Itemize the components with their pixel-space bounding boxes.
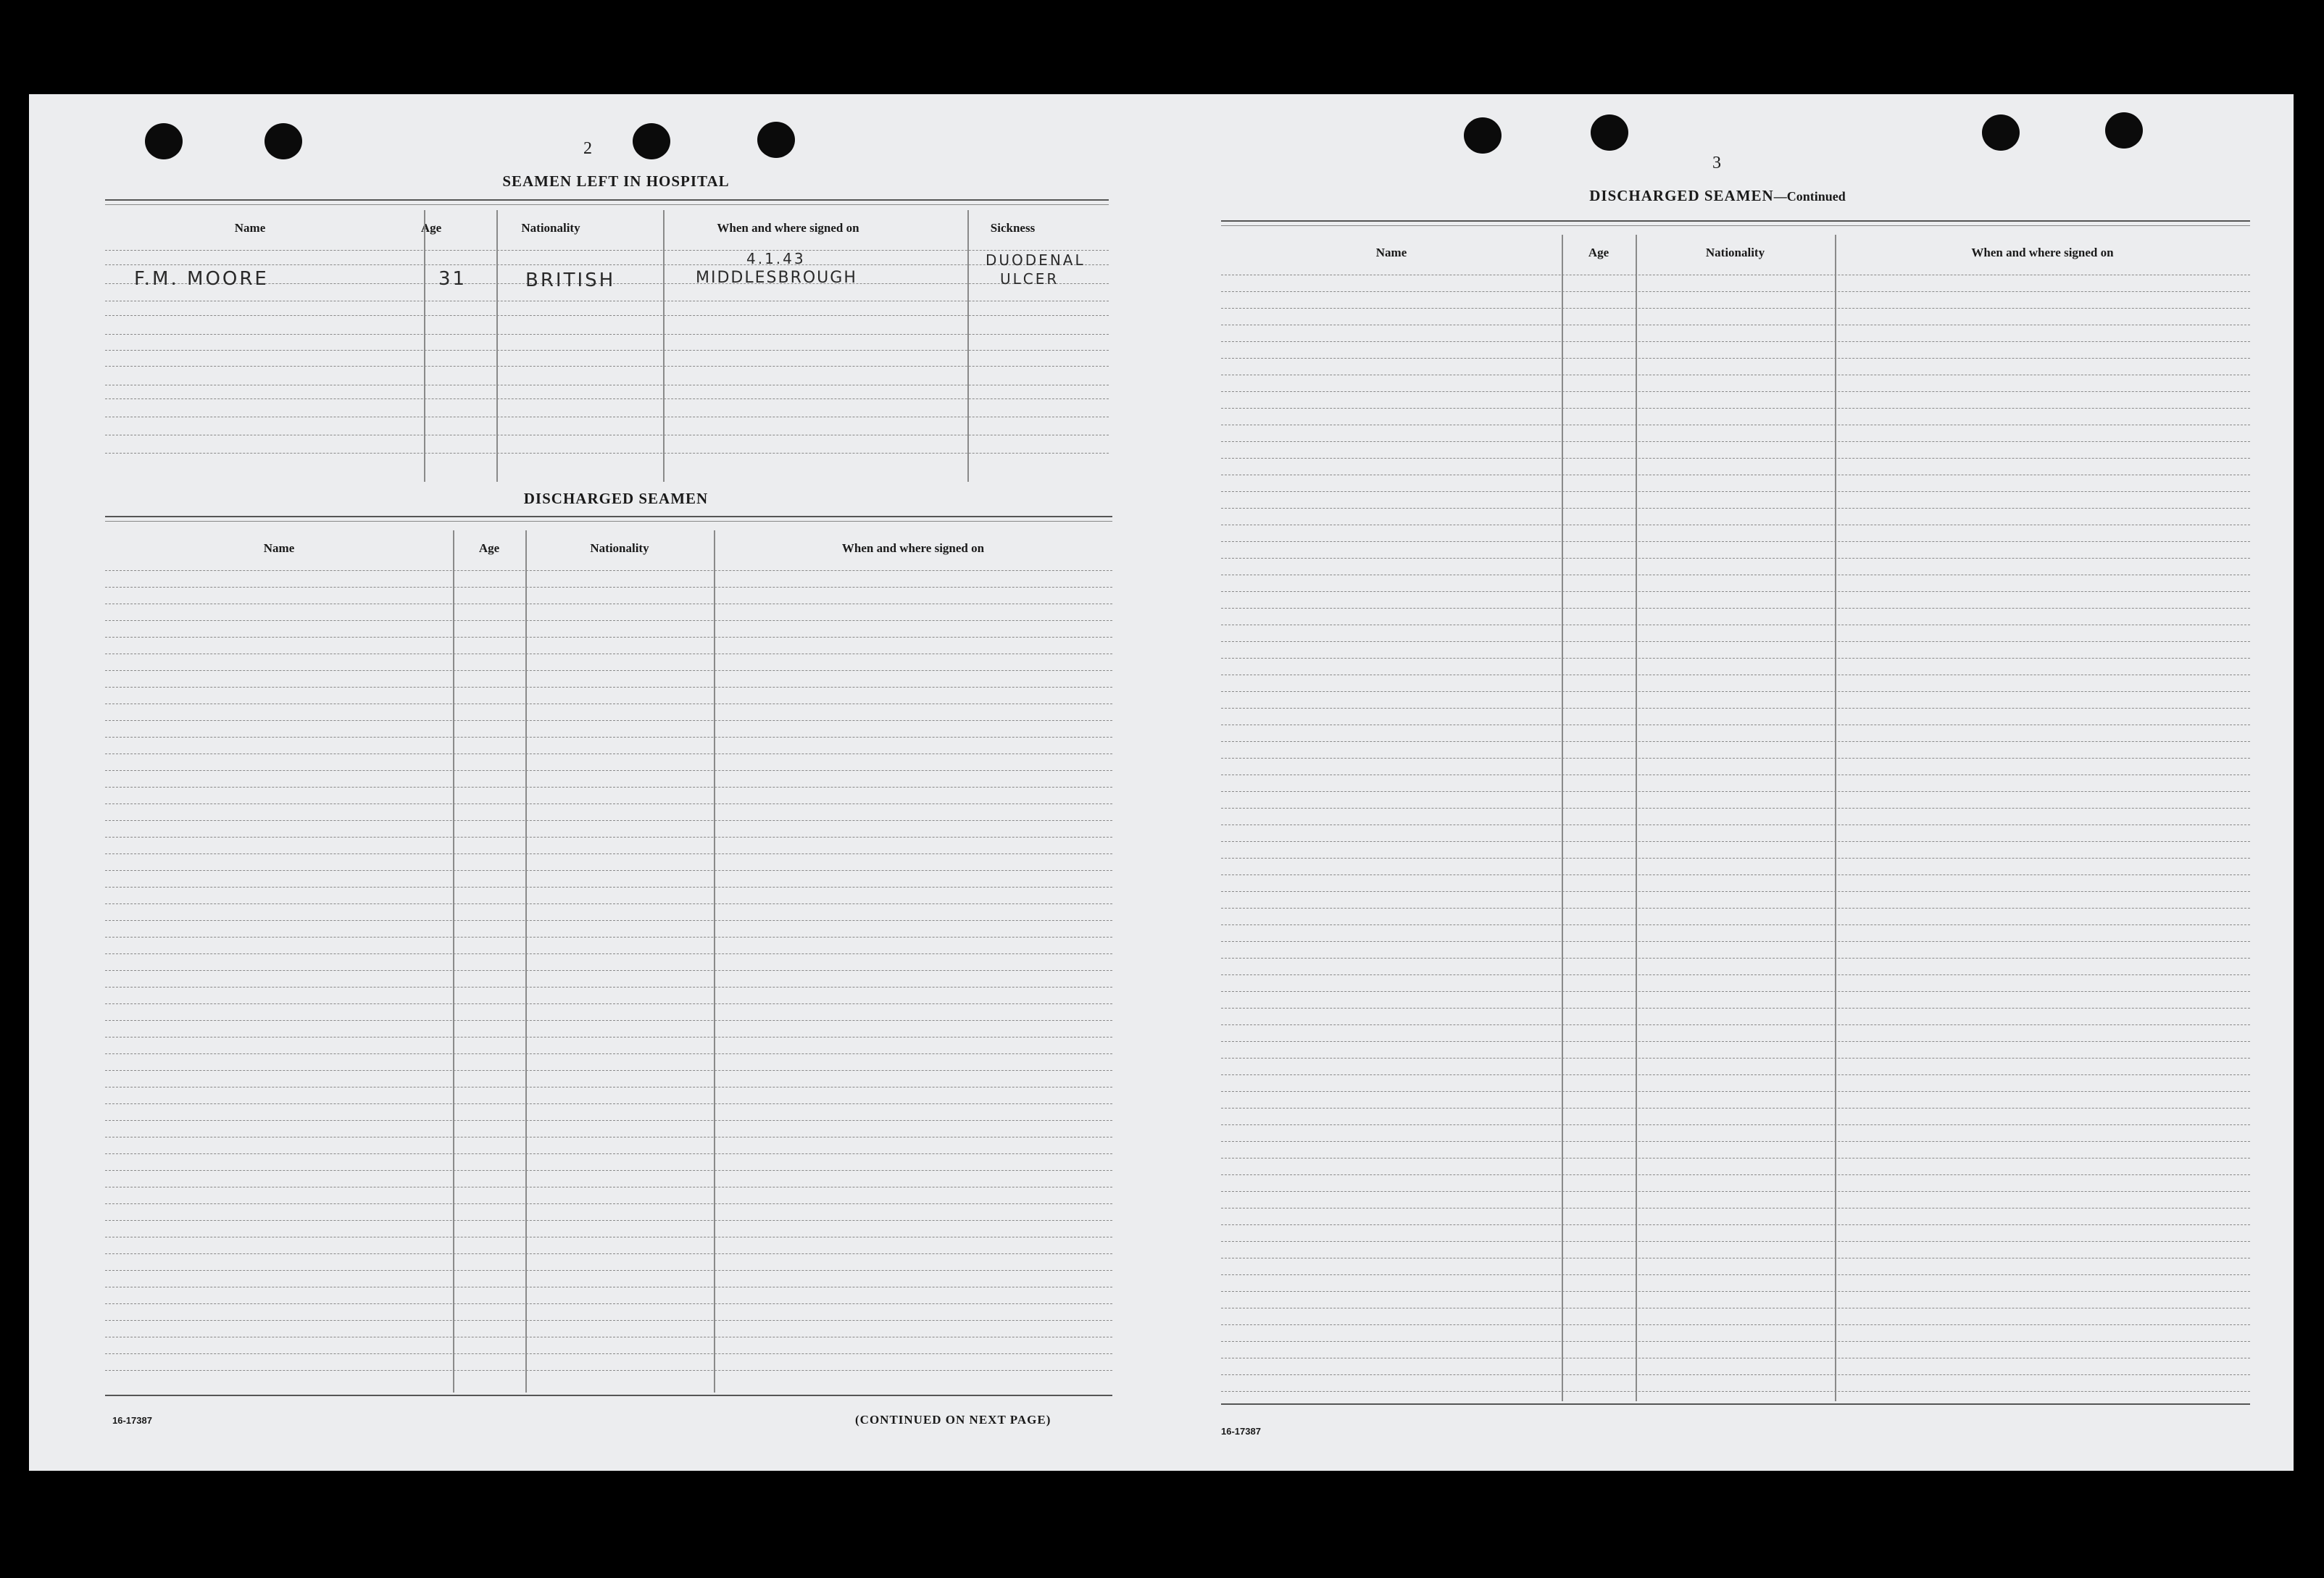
entry-signed-on-place: MIDDLESBROUGH — [696, 269, 857, 287]
table-row — [105, 753, 1112, 754]
table-row — [1221, 974, 2250, 975]
table-top-rule — [105, 516, 1112, 522]
table-row — [1221, 1174, 2250, 1175]
table-row — [105, 366, 1109, 367]
table-row — [1221, 1108, 2250, 1109]
column-divider — [453, 530, 454, 1393]
table-row — [105, 350, 1109, 351]
table-row — [1221, 491, 2250, 492]
table-row — [1221, 924, 2250, 925]
form-number-left: 16-17387 — [112, 1415, 152, 1426]
table-row — [1221, 1224, 2250, 1225]
section-title-suffix: —Continued — [1773, 189, 1846, 204]
table-row — [1221, 558, 2250, 559]
table-row — [105, 787, 1112, 788]
table-row — [105, 250, 1109, 251]
discharged-section-title-left: DISCHARGED SEAMEN — [523, 490, 709, 507]
table-row — [105, 637, 1112, 638]
table-row — [105, 1070, 1112, 1071]
table-row — [1221, 858, 2250, 859]
table-row — [105, 1253, 1112, 1254]
document-sheet — [29, 94, 2294, 1471]
col-header-age: Age — [420, 221, 442, 235]
table-row — [105, 970, 1112, 971]
table-row — [105, 620, 1112, 621]
table-bottom-rule — [1221, 1403, 2250, 1405]
discharged-table-left — [105, 516, 1112, 1407]
column-divider — [496, 210, 498, 482]
table-row — [105, 1203, 1112, 1204]
table-row — [105, 987, 1112, 988]
table-top-rule — [1221, 220, 2250, 226]
table-row — [1221, 708, 2250, 709]
table-row — [1221, 1074, 2250, 1075]
table-row — [105, 953, 1112, 954]
table-row — [105, 920, 1112, 921]
column-divider — [424, 210, 425, 482]
entry-sickness-line2: ULCER — [1000, 270, 1059, 288]
table-row — [105, 1353, 1112, 1354]
table-row — [1221, 508, 2250, 509]
col-header-signed-on: When and where signed on — [1971, 246, 2114, 259]
table-top-rule — [105, 199, 1109, 205]
punch-hole — [265, 123, 302, 159]
table-row — [1221, 591, 2250, 592]
entry-age: 31 — [438, 268, 467, 290]
table-row — [1221, 1158, 2250, 1159]
col-header-name: Name — [263, 541, 295, 555]
table-row — [105, 398, 1109, 399]
table-row — [105, 1320, 1112, 1321]
table-bottom-rule — [105, 1395, 1112, 1396]
table-row — [1221, 941, 2250, 942]
col-header-signed-on: When and where signed on — [717, 221, 859, 235]
table-row — [105, 453, 1109, 454]
table-row — [1221, 1274, 2250, 1275]
table-row — [105, 903, 1112, 904]
column-divider — [1835, 235, 1836, 1401]
table-row — [1221, 741, 2250, 742]
table-row — [1221, 541, 2250, 542]
table-row — [105, 1370, 1112, 1371]
punch-hole — [145, 123, 183, 159]
entry-nationality: BRITISH — [525, 270, 616, 291]
table-row — [105, 670, 1112, 671]
table-row — [1221, 1024, 2250, 1025]
col-header-nationality: Nationality — [590, 541, 649, 555]
table-row — [1221, 1041, 2250, 1042]
hospital-section-title: SEAMEN LEFT IN HOSPITAL — [502, 172, 730, 190]
table-row — [1221, 291, 2250, 292]
column-divider — [967, 210, 969, 482]
table-row — [1221, 1374, 2250, 1375]
page-number-right: 3 — [1712, 154, 1721, 172]
table-row — [1221, 608, 2250, 609]
table-row — [105, 803, 1112, 804]
table-row — [105, 820, 1112, 821]
table-row — [1221, 1091, 2250, 1092]
hospital-table — [105, 199, 1109, 482]
table-row — [1221, 808, 2250, 809]
col-header-nationality: Nationality — [521, 221, 580, 235]
table-row — [105, 770, 1112, 771]
col-header-signed-on: When and where signed on — [841, 541, 985, 555]
table-row — [1221, 441, 2250, 442]
table-row — [1221, 391, 2250, 392]
entry-signed-on-date: 4.1.43 — [746, 250, 806, 267]
discharged-section-title-right — [1515, 187, 1920, 205]
punch-hole — [633, 123, 670, 159]
punch-hole — [1591, 114, 1628, 151]
table-row — [1221, 341, 2250, 342]
table-row — [1221, 358, 2250, 359]
table-row — [105, 570, 1112, 571]
table-row — [1221, 841, 2250, 842]
table-row — [105, 837, 1112, 838]
col-header-age: Age — [478, 541, 500, 555]
table-row — [1221, 1141, 2250, 1142]
table-row — [105, 1153, 1112, 1154]
table-row — [105, 1053, 1112, 1054]
table-row — [1221, 891, 2250, 892]
table-row — [1221, 658, 2250, 659]
col-header-nationality: Nationality — [1705, 246, 1765, 259]
table-row — [1221, 991, 2250, 992]
table-row — [105, 1170, 1112, 1171]
column-divider — [663, 210, 665, 482]
table-row — [105, 1037, 1112, 1038]
table-row — [1221, 1341, 2250, 1342]
table-row — [105, 1020, 1112, 1021]
page-number-left: 2 — [583, 139, 592, 158]
table-row — [1221, 308, 2250, 309]
table-row — [105, 1087, 1112, 1088]
table-row — [105, 1270, 1112, 1271]
table-row — [1221, 908, 2250, 909]
table-row — [1221, 758, 2250, 759]
table-row — [105, 1003, 1112, 1004]
table-row — [105, 887, 1112, 888]
punch-hole — [1464, 117, 1502, 154]
form-number-right: 16-17387 — [1221, 1426, 1261, 1437]
table-row — [1221, 408, 2250, 409]
entry-sickness-line1: DUODENAL — [986, 251, 1086, 269]
table-row — [1221, 1241, 2250, 1242]
table-row — [1221, 1191, 2250, 1192]
table-row — [105, 1120, 1112, 1121]
col-header-name: Name — [234, 221, 266, 235]
table-row — [105, 853, 1112, 854]
discharged-table-right — [1221, 220, 2250, 1408]
table-row — [1221, 458, 2250, 459]
col-header-age: Age — [1588, 246, 1609, 259]
table-row — [105, 737, 1112, 738]
punch-hole — [757, 122, 795, 158]
table-row — [105, 587, 1112, 588]
table-row — [1221, 1391, 2250, 1392]
table-row — [1221, 874, 2250, 875]
section-title-text: DISCHARGED SEAMEN — [1589, 187, 1774, 204]
column-divider — [1636, 235, 1637, 1401]
column-divider — [714, 530, 715, 1393]
table-row — [1221, 791, 2250, 792]
col-header-sickness: Sickness — [990, 221, 1036, 235]
table-row — [1221, 1058, 2250, 1059]
table-row — [105, 334, 1109, 335]
table-row — [1221, 641, 2250, 642]
table-row — [1221, 1291, 2250, 1292]
table-row — [105, 687, 1112, 688]
table-row — [105, 870, 1112, 871]
continued-note: (CONTINUED ON NEXT PAGE) — [855, 1413, 1051, 1427]
table-row — [105, 264, 1109, 265]
column-divider — [1562, 235, 1563, 1401]
table-row — [1221, 691, 2250, 692]
table-row — [1221, 1124, 2250, 1125]
table-row — [1221, 1008, 2250, 1009]
table-row — [105, 1220, 1112, 1221]
col-header-name: Name — [1375, 246, 1407, 259]
punch-hole — [2105, 112, 2143, 149]
table-row — [105, 1103, 1112, 1104]
column-divider — [525, 530, 527, 1393]
table-row — [105, 720, 1112, 721]
table-row — [105, 315, 1109, 316]
entry-name: F.M. MOORE — [134, 268, 269, 290]
table-row — [1221, 958, 2250, 959]
table-row — [1221, 1324, 2250, 1325]
table-row — [105, 937, 1112, 938]
table-row — [105, 1303, 1112, 1304]
punch-hole — [1982, 114, 2020, 151]
